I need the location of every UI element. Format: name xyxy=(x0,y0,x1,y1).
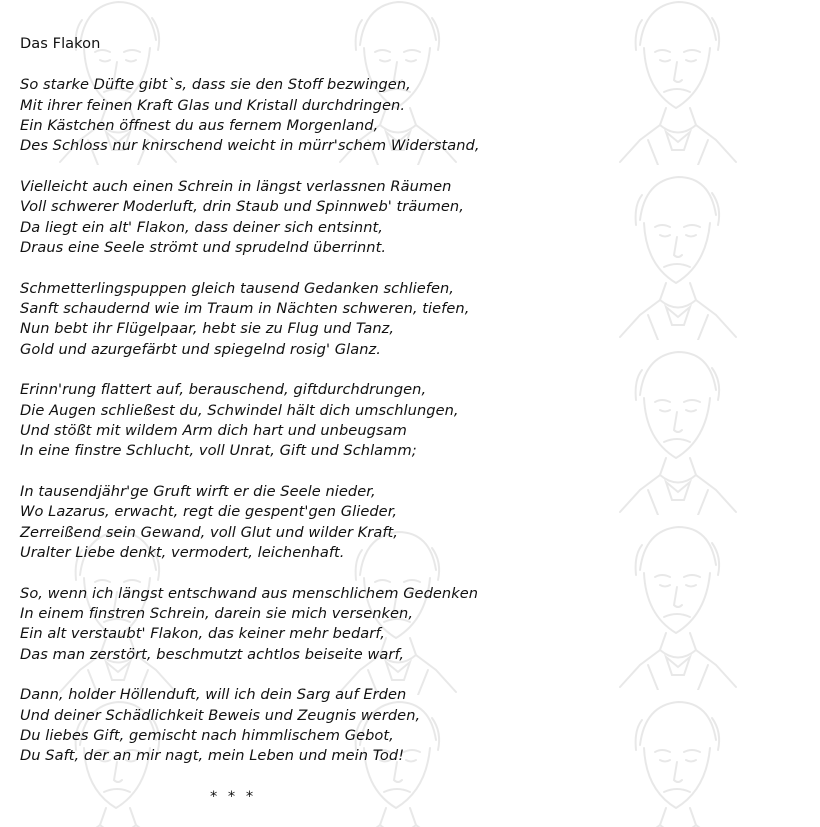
stanza xyxy=(20,177,800,258)
stanza xyxy=(20,482,800,563)
stanza xyxy=(20,75,800,156)
verse-line: In einem finstren Schrein, darein sie mich versenken, xyxy=(20,605,414,623)
verse-line: Nun bebt ihr Flügelpaar, hebt sie zu Flug und Tanz, xyxy=(20,320,395,338)
verse-line: Du liebes Gift, gemischt nach himmlischem Gebot, xyxy=(20,727,394,745)
verse-line: Das man zerstört, beschmutzt achtlos beiseite warf, xyxy=(20,645,405,663)
verse-line: Voll schwerer Moderluft, drin Staub und Spinnweb' träumen, xyxy=(20,198,464,216)
verse-line: So, wenn ich längst entschwand aus menschlichem Gedenken xyxy=(20,584,479,602)
verse-line: Des Schloss nur knirschend weicht in mürr'schem Widerstand, xyxy=(20,137,480,155)
verse-line: Draus eine Seele strömt und sprudelnd überrinnt. xyxy=(20,238,387,256)
poem-title: Das Flakon xyxy=(20,35,101,52)
poem-document xyxy=(20,34,800,807)
verse-line: Wo Lazarus, erwacht, regt die gespent'gen Glieder, xyxy=(20,503,398,521)
end-mark: * * * xyxy=(210,788,257,806)
verse-line: Da liegt ein alt' Flakon, dass deiner sich entsinnt, xyxy=(20,218,383,236)
verse-line: Und stößt mit wildem Arm dich hart und unbeugsam xyxy=(20,421,407,439)
stanza xyxy=(20,685,800,766)
verse-line: Die Augen schließest du, Schwindel hält dich umschlungen, xyxy=(20,401,459,419)
stanza xyxy=(20,279,800,360)
verse-line: So starke Düfte gibt`s, dass sie den Stoff bezwingen, xyxy=(20,76,411,94)
verse-line: Erinn'rung flattert auf, berauschend, giftdurchdrungen, xyxy=(20,381,427,399)
stanza xyxy=(20,584,800,665)
poem-body xyxy=(20,75,800,766)
verse-line: Ein Kästchen öffnest du aus fernem Morgenland, xyxy=(20,116,379,134)
verse-line: In eine finstre Schlucht, voll Unrat, Gift und Schlamm; xyxy=(20,442,417,460)
verse-line: Ein alt verstaubt' Flakon, das keiner mehr bedarf, xyxy=(20,625,385,643)
verse-line: In tausendjähr'ge Gruft wirft er die Seele nieder, xyxy=(20,483,376,501)
verse-line: Sanft schaudernd wie im Traum in Nächten schweren, tiefen, xyxy=(20,299,470,317)
stanza xyxy=(20,380,800,461)
verse-line: Gold und azurgefärbt und spiegelnd rosig' Glanz. xyxy=(20,340,381,358)
verse-line: Und deiner Schädlichkeit Beweis und Zeugnis werden, xyxy=(20,706,421,724)
verse-line: Zerreißend sein Gewand, voll Glut und wilder Kraft, xyxy=(20,523,398,541)
verse-line: Uralter Liebe denkt, vermodert, leichenhaft. xyxy=(20,543,345,561)
verse-line: Mit ihrer feinen Kraft Glas und Kristall durchdringen. xyxy=(20,96,406,114)
verse-line: Vielleicht auch einen Schrein in längst verlassnen Räumen xyxy=(20,177,452,195)
verse-line: Du Saft, der an mir nagt, mein Leben und mein Tod! xyxy=(20,747,405,765)
verse-line: Dann, holder Höllenduft, will ich dein Sarg auf Erden xyxy=(20,686,407,704)
verse-line: Schmetterlingspuppen gleich tausend Gedanken schliefen, xyxy=(20,279,454,297)
